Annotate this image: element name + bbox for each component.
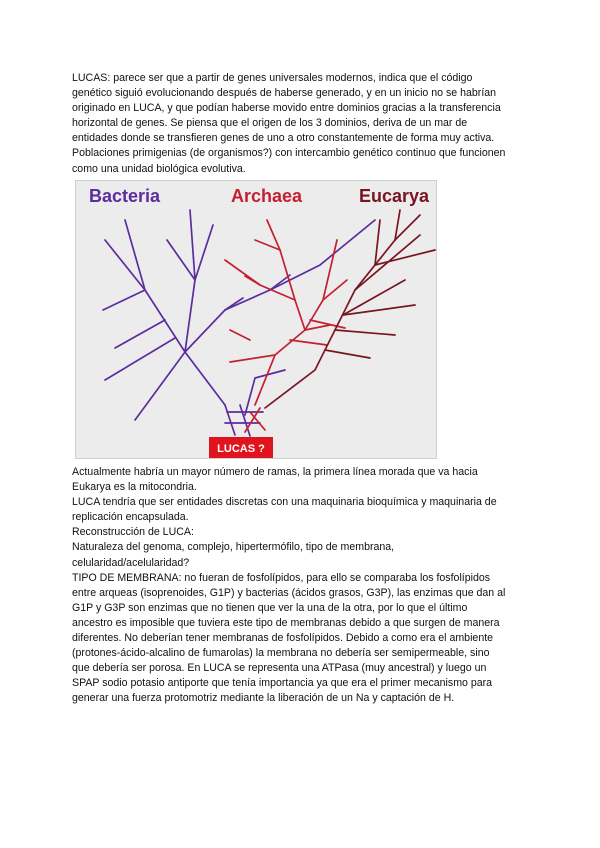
text-line: Reconstrucción de LUCA: bbox=[72, 526, 194, 539]
text-line: celularidad/acelularidad? bbox=[72, 556, 190, 569]
text-line: TIPO DE MEMBRANA: no fueran de fosfolípidos, para ello se comparaba los fosfolípidos bbox=[72, 571, 491, 584]
body-paragraph bbox=[72, 465, 534, 707]
text-line: Poblaciones primigenias (de organismos?) con intercambio genético continuo que funcionen bbox=[72, 147, 506, 160]
text-line: horizontal de genes. Se piensa que el origen de los 3 dominios, deriva de un mar de bbox=[72, 117, 468, 130]
bacteria-label: Bacteria bbox=[89, 186, 161, 206]
figure-background bbox=[75, 180, 437, 459]
text-line: Naturaleza del genoma, complejo, hipertermófilo, tipo de membrana, bbox=[72, 541, 395, 554]
text-line: entre arqueas (isoprenoides, G1P) y bacterias (ácidos grasos, G3P), las enzimas que dan al bbox=[72, 586, 506, 599]
text-line: LUCAS: parece ser que a partir de genes universales modernos, indica que el código bbox=[72, 72, 473, 84]
luca-label: LUCAS ? bbox=[217, 443, 265, 455]
tree-of-life-figure bbox=[75, 180, 437, 459]
eucarya-label: Eucarya bbox=[359, 186, 430, 206]
text-line: diferentes. No deberían tener membranas de fosfolípidos. Debido a como era el ambiente bbox=[72, 632, 494, 645]
text-line: entidades donde se transfieren genes de uno a otro constantemente de forma muy activa. bbox=[72, 132, 495, 145]
text-line: originado en LUCA, y que podían haberse movido entre dominios gracias a la transferencia bbox=[72, 102, 501, 115]
intro-paragraph bbox=[72, 71, 534, 177]
text-line: G1P y G3P son enzimas que no tienen que ver la una de la otra, por lo que el último bbox=[72, 601, 468, 614]
text-line: ancestro es imposible que tuviera este tipo de membranas debido a que surgen de manera bbox=[72, 616, 500, 629]
text-line: replicación encapsulada. bbox=[72, 511, 189, 524]
text-line: (protones-ácido-alcalino de fumarolas) la membrana no debería ser semipermeable, sino bbox=[72, 647, 490, 660]
text-line: SPAP sodio potasio antiporte que tenía importancia ya que era el primer mecanismo para bbox=[72, 677, 493, 690]
text-line: LUCA tendría que ser entidades discretas con una maquinaria bioquímica y maquinaria de bbox=[72, 496, 497, 509]
text-line: Actualmente habría un mayor número de ramas, la primera línea morada que va hacia bbox=[72, 466, 478, 478]
text-line: que debería ser porosa. En LUCA se representa una ATPasa (muy ancestral) y luego un bbox=[72, 662, 487, 675]
text-line: como una unidad biológica evolutiva. bbox=[72, 162, 246, 175]
text-line: Eukarya es la mitocondria. bbox=[72, 481, 197, 494]
archaea-label: Archaea bbox=[231, 186, 303, 206]
text-line: genético siguió evolucionando después de haberse generado, y en un inicio no se habrían bbox=[72, 87, 497, 100]
text-line: generar una fuerza protomotriz mediante la liberación de un Na y captación de H. bbox=[72, 692, 455, 705]
